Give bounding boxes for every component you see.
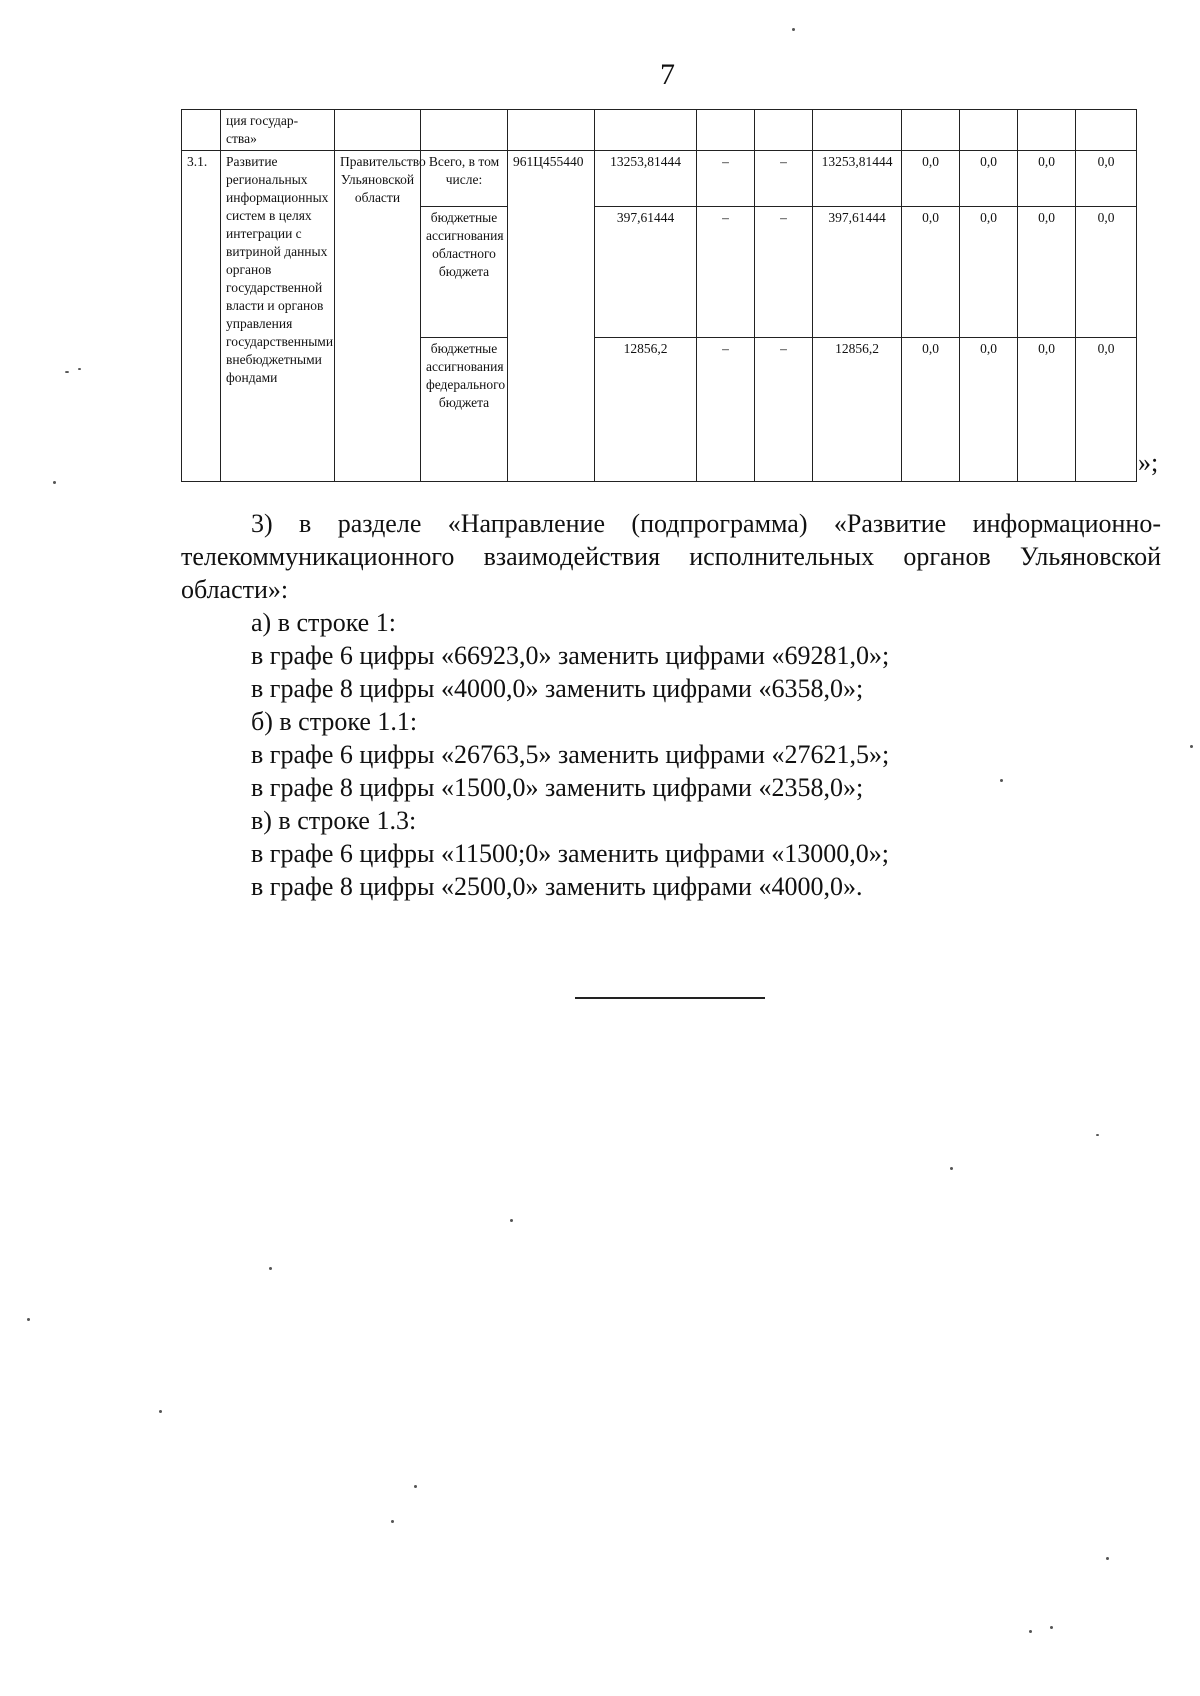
table-cell: –	[697, 207, 755, 338]
table-cell	[902, 110, 960, 151]
list-item: в графе 8 цифры «2500,0» заменить цифрами «4000,0».	[251, 872, 863, 901]
list-item: а) в строке 1:	[251, 608, 396, 637]
table-cell: 3.1.	[182, 151, 221, 482]
intro-paragraph: 3) в разделе «Направление (подпрограмма) «Развитие информационно-телекоммуникационного взаимодействия исполнительных органов Ульяновской области»:	[181, 509, 1161, 604]
table-cell: 961Ц455440	[508, 151, 595, 482]
scan-speck	[27, 1318, 30, 1321]
table-cell: 12856,2	[595, 338, 697, 482]
table-cell	[182, 110, 221, 151]
table-cell: 12856,2	[813, 338, 902, 482]
table-cell	[960, 110, 1018, 151]
budget-table	[181, 109, 1137, 482]
table-cell: –	[697, 151, 755, 207]
table-cell: 0,0	[960, 207, 1018, 338]
table-cell: 13253,81444	[595, 151, 697, 207]
scan-speck	[65, 371, 69, 373]
scan-speck	[269, 1267, 272, 1270]
table-cell	[508, 110, 595, 151]
scan-speck	[159, 1410, 162, 1413]
scan-speck	[1106, 1557, 1109, 1560]
table-cell: бюджетные ассигнования областного бюджета	[421, 207, 508, 338]
table-cell: 0,0	[1018, 151, 1076, 207]
list-item: в графе 8 цифры «4000,0» заменить цифрами «6358,0»;	[251, 674, 864, 703]
table-cell: –	[755, 207, 813, 338]
table-cell: 0,0	[960, 151, 1018, 207]
scan-speck	[792, 28, 795, 31]
table-cell: 0,0	[1076, 207, 1137, 338]
scan-speck	[414, 1485, 417, 1488]
table-row	[182, 110, 1137, 151]
scan-speck	[510, 1219, 513, 1222]
separator-line	[575, 997, 765, 999]
scan-speck	[1029, 1630, 1032, 1633]
table-cell: 0,0	[1076, 151, 1137, 207]
table-cell	[335, 110, 421, 151]
table-cell: ция государ- ства»	[221, 110, 335, 151]
list-item: в) в строке 1.3:	[251, 806, 417, 835]
table-cell: –	[755, 338, 813, 482]
table-cell: 0,0	[960, 338, 1018, 482]
table-row	[182, 151, 1137, 207]
scan-speck	[950, 1167, 953, 1170]
table-cell	[1076, 110, 1137, 151]
scan-speck	[78, 368, 81, 370]
table-cell: 0,0	[1076, 338, 1137, 482]
table-cell	[595, 110, 697, 151]
table-cell: Всего, в том числе:	[421, 151, 508, 207]
scan-speck	[391, 1520, 394, 1523]
list-item: в графе 6 цифры «11500;0» заменить цифрами «13000,0»;	[251, 839, 889, 868]
table-cell: 13253,81444	[813, 151, 902, 207]
table-cell: 0,0	[1018, 207, 1076, 338]
table-cell	[697, 110, 755, 151]
table-cell: 0,0	[902, 338, 960, 482]
list-item: б) в строке 1.1:	[251, 707, 418, 736]
table-cell: 0,0	[1018, 338, 1076, 482]
list-item: в графе 8 цифры «1500,0» заменить цифрами «2358,0»;	[251, 773, 864, 802]
table-cell: бюджетные ассигнования федерального бюджета	[421, 338, 508, 482]
scan-speck	[1000, 779, 1003, 782]
table-cell: 0,0	[902, 207, 960, 338]
table-cell: 397,61444	[813, 207, 902, 338]
table-cell	[755, 110, 813, 151]
table-cell: 397,61444	[595, 207, 697, 338]
table-cell	[1018, 110, 1076, 151]
page-number: 7	[660, 58, 675, 91]
table-cell	[421, 110, 508, 151]
table-cell: Правительство Ульяновской области	[335, 151, 421, 482]
scan-speck	[1096, 1134, 1099, 1136]
list-item: в графе 6 цифры «26763,5» заменить цифрами «27621,5»;	[251, 740, 890, 769]
list-item: в графе 6 цифры «66923,0» заменить цифрами «69281,0»;	[251, 641, 890, 670]
table-cell: 0,0	[902, 151, 960, 207]
scan-speck	[1190, 745, 1193, 748]
table-cell	[813, 110, 902, 151]
scan-speck	[1050, 1626, 1053, 1629]
scan-speck	[53, 481, 56, 484]
table-cell: Развитие региональных информационных систем в целях интеграции с витриной данных органов государственной власти и органов управления государственными внебюджетными фондами	[221, 151, 335, 482]
closing-quote: »;	[1138, 448, 1159, 477]
table-cell: –	[697, 338, 755, 482]
table-cell: –	[755, 151, 813, 207]
